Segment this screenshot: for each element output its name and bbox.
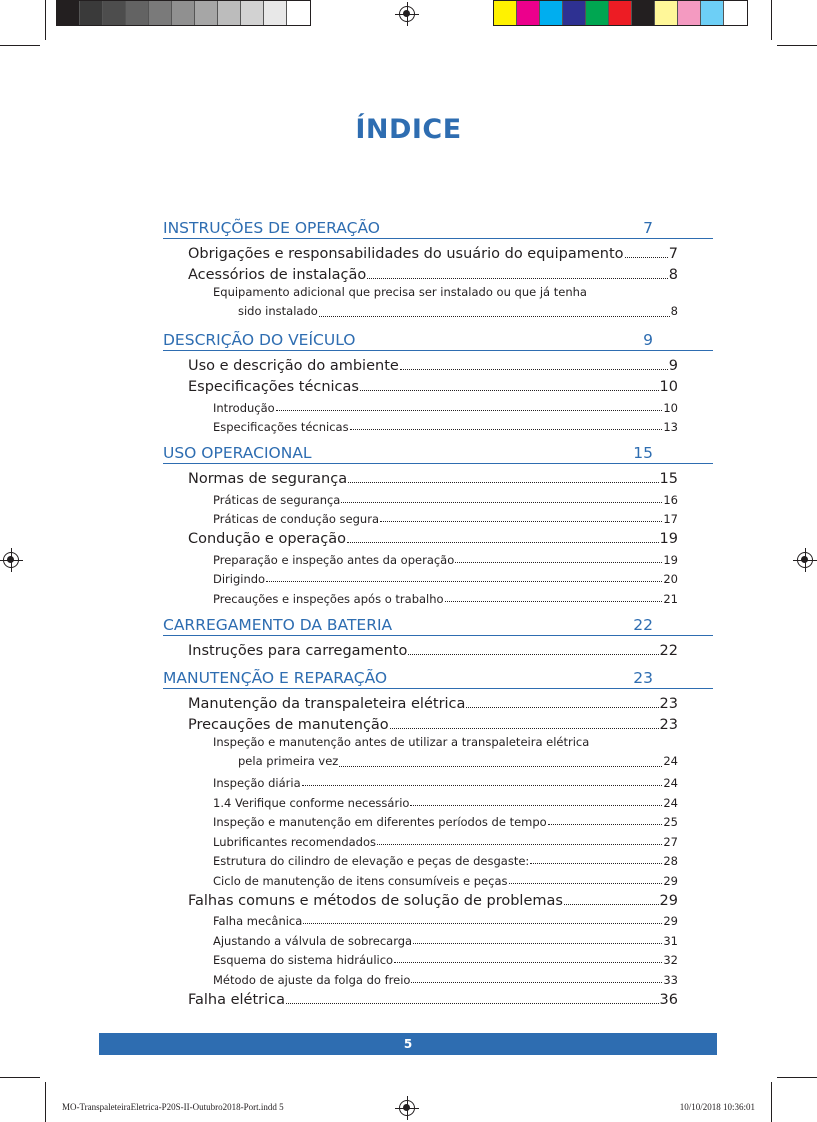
toc-entry-page: 24 [663, 753, 678, 768]
toc-entry-label: Preparação e inspeção antes da operação [213, 552, 455, 567]
toc-entry-page: 13 [663, 420, 678, 434]
toc-entry-page: 20 [663, 572, 678, 586]
color-swatch [678, 1, 701, 25]
toc-entry-label: Ciclo de manutenção de itens consumíveis e peças [213, 873, 508, 888]
toc-entry-page: 31 [663, 933, 678, 948]
toc-entry-label: Falha mecânica [213, 914, 303, 928]
toc-entry-label: Ajustando a válvula de sobrecarga [213, 933, 413, 948]
dot-leader [400, 369, 668, 370]
dot-leader [445, 601, 663, 602]
color-swatch [540, 1, 563, 25]
color-swatch [563, 1, 586, 25]
toc-entry[interactable] [213, 849, 678, 869]
dot-leader [410, 805, 662, 806]
page-number: 5 [403, 1037, 413, 1051]
toc-entry-page: 10 [659, 379, 678, 395]
crop-mark [777, 1077, 817, 1078]
color-swatch [586, 1, 609, 25]
toc-entry-page: 29 [663, 914, 678, 928]
dot-leader [394, 962, 662, 963]
toc-entry-label: Inspeção e manutenção antes de utilizar a transpaleteira elétrica [213, 734, 590, 749]
dot-leader [339, 766, 662, 767]
toc-entry[interactable] [213, 586, 678, 606]
color-bar [493, 0, 748, 26]
toc-section-page: 9 [643, 331, 653, 349]
dot-leader [303, 923, 662, 924]
toc-entry-label: Precauções e inspeções após o trabalho [213, 591, 444, 606]
toc-entry-page: 9 [668, 358, 678, 374]
toc-entry-label: Lubrificantes recomendados [213, 834, 376, 849]
toc-entry-page: 25 [663, 815, 678, 829]
toc-entry[interactable] [213, 415, 678, 435]
dot-leader [360, 390, 659, 391]
gray-swatch [264, 1, 287, 25]
toc-entry-label: Acessórios de instalação [188, 267, 367, 283]
toc-entry-page: 21 [663, 591, 678, 606]
toc-entry[interactable] [213, 909, 678, 929]
toc-entry-page: 8 [668, 267, 678, 283]
toc-entry-label-continued: sido instalado [238, 304, 318, 318]
toc-entry-page: 24 [663, 795, 678, 810]
toc-entry[interactable] [188, 353, 678, 374]
dot-leader [509, 883, 663, 884]
toc-entry[interactable] [188, 374, 678, 395]
dot-leader [625, 257, 668, 258]
dot-leader [367, 278, 667, 279]
toc-entry-label: Condução e operação [188, 531, 347, 547]
toc-entry[interactable] [213, 567, 678, 587]
dot-leader [390, 728, 659, 729]
registration-mark-icon [399, 6, 415, 22]
dot-leader [341, 502, 662, 503]
toc-entry-page: 15 [659, 471, 678, 487]
gray-swatch [241, 1, 264, 25]
toc-entry-page: 32 [663, 953, 678, 967]
gray-swatch [126, 1, 149, 25]
toc-entry-page: 36 [659, 991, 678, 1008]
toc-section-heading[interactable] [163, 610, 713, 636]
toc-entry[interactable] [213, 733, 678, 771]
toc-entry-label: Falha elétrica [188, 991, 286, 1008]
dot-leader [380, 521, 662, 522]
toc-entry[interactable] [188, 262, 678, 283]
toc-section-page: 15 [633, 444, 653, 462]
dot-leader [348, 482, 658, 483]
toc-entry-page: 10 [663, 400, 678, 415]
table-of-contents [163, 213, 713, 1008]
gray-swatch [287, 1, 310, 25]
dot-leader [413, 943, 662, 944]
toc-entry-label: Especificações técnicas [213, 420, 349, 434]
toc-entry[interactable] [188, 638, 678, 659]
toc-section-heading[interactable] [163, 663, 713, 689]
dot-leader [408, 654, 658, 655]
toc-entry-page: 27 [663, 834, 678, 849]
gray-swatch [218, 1, 241, 25]
toc-entry-label: Práticas de segurança [213, 492, 341, 507]
page-number-bar [99, 1033, 717, 1055]
color-swatch [517, 1, 540, 25]
toc-entry-label: Falhas comuns e métodos de solução de problemas [188, 892, 563, 909]
toc-entry-label: Normas de segurança [188, 471, 348, 487]
toc-entry-label: Estrutura do cilindro de elevação e peças de desgaste: [213, 854, 530, 868]
toc-entry-label: Inspeção diária [213, 776, 301, 790]
toc-entry[interactable] [213, 547, 678, 567]
crop-mark [777, 45, 817, 46]
toc-entry[interactable] [188, 241, 678, 262]
toc-entry[interactable] [213, 771, 678, 791]
toc-entry[interactable] [213, 487, 678, 507]
toc-entry-label: Precauções de manutenção [188, 716, 389, 733]
toc-entry-label: Instruções para carregamento [188, 642, 408, 659]
crop-mark [45, 0, 46, 40]
dot-leader [319, 316, 670, 317]
toc-entry-page: 19 [659, 531, 678, 547]
toc-entry[interactable] [213, 868, 678, 888]
toc-entry-label: Práticas de condução segura [213, 512, 379, 526]
toc-entry-label: Dirigindo [213, 572, 266, 586]
toc-entry-continuation [213, 302, 678, 321]
dot-leader [548, 824, 663, 825]
gray-swatch [57, 1, 80, 25]
toc-section-page: 23 [633, 668, 653, 687]
toc-entry[interactable] [213, 829, 678, 849]
toc-entry-label: Esquema do sistema hidráulico [213, 953, 394, 967]
dot-leader [530, 863, 662, 864]
toc-entry-page: 23 [659, 695, 678, 712]
toc-section-page: 22 [633, 615, 653, 634]
toc-entry[interactable] [213, 790, 678, 810]
toc-entry[interactable] [188, 526, 678, 547]
toc-entry-page: 23 [659, 716, 678, 733]
toc-entry-label: 1.4 Verifique conforme necessário [213, 795, 410, 810]
toc-entry[interactable] [188, 691, 678, 712]
toc-entry[interactable] [213, 967, 678, 987]
dot-leader [286, 1003, 659, 1004]
dot-leader [455, 562, 662, 563]
dot-leader [377, 844, 662, 845]
toc-entry-page: 22 [659, 642, 678, 659]
toc-section-title: MANUTENÇÃO E REPARAÇÃO [163, 668, 388, 687]
toc-entry[interactable] [213, 507, 678, 527]
toc-entry-continuation [213, 752, 678, 771]
dot-leader [411, 982, 662, 983]
toc-entry-label: Uso e descrição do ambiente [188, 358, 399, 374]
toc-entry-label: Especificações técnicas [188, 379, 359, 395]
gray-swatch [80, 1, 103, 25]
color-swatch [494, 1, 517, 25]
toc-entry-page: 24 [663, 776, 678, 790]
registration-mark-icon [399, 1100, 415, 1116]
crop-mark [771, 1082, 772, 1122]
toc-entry[interactable] [213, 395, 678, 415]
toc-entry-label: Método de ajuste da folga do freio [213, 972, 411, 987]
color-swatch [632, 1, 655, 25]
toc-entry-page: 19 [663, 552, 678, 567]
dot-leader [276, 410, 663, 411]
registration-mark-icon [3, 552, 19, 568]
gray-swatch [103, 1, 126, 25]
toc-section-title: INSTRUÇÕES DE OPERAÇÃO [163, 219, 380, 237]
toc-section-heading[interactable] [163, 325, 713, 351]
toc-entry[interactable] [188, 888, 678, 909]
toc-entry-label: Obrigações e responsabilidades do usuário do equipamento [188, 246, 624, 262]
toc-entry[interactable] [213, 810, 678, 830]
dot-leader [564, 904, 659, 905]
crop-mark [45, 1082, 46, 1122]
registration-mark-icon [797, 552, 813, 568]
page-title: ÍNDICE [355, 114, 462, 145]
toc-section-page: 7 [643, 219, 653, 237]
slug-file-name: MO-TranspaleteiraEletrica-P20S-II-Outubro2018-Port.indd 5 [62, 1102, 284, 1112]
color-swatch [609, 1, 632, 25]
toc-entry[interactable] [213, 948, 678, 968]
toc-entry-label: Introdução [213, 400, 275, 415]
toc-entry-page: 29 [659, 892, 678, 909]
toc-entry[interactable] [188, 466, 678, 487]
gray-swatch [172, 1, 195, 25]
crop-mark [0, 1077, 40, 1078]
toc-entry[interactable] [188, 712, 678, 733]
dot-leader [466, 707, 658, 708]
toc-section-title: CARREGAMENTO DA BATERIA [163, 615, 393, 634]
toc-section-title: DESCRIÇÃO DO VEÍCULO [163, 331, 356, 349]
slug-timestamp: 10/10/2018 10:36:01 [679, 1102, 755, 1112]
gray-swatch [195, 1, 218, 25]
toc-section-heading[interactable] [163, 438, 713, 464]
toc-section-heading[interactable] [163, 213, 713, 239]
toc-entry[interactable] [213, 928, 678, 948]
toc-section-title: USO OPERACIONAL [163, 444, 312, 462]
dot-leader [302, 785, 663, 786]
toc-entry-page: 17 [663, 512, 678, 526]
toc-entry-label-continued: pela primeira vez [238, 753, 339, 768]
toc-entry-label: Inspeção e manutenção em diferentes períodos de tempo [213, 815, 547, 829]
toc-entry-page: 33 [663, 972, 678, 987]
toc-entry-page: 29 [663, 873, 678, 888]
gray-swatch [149, 1, 172, 25]
dot-leader [350, 429, 663, 430]
color-swatch [724, 1, 747, 25]
toc-entry-page: 16 [663, 492, 678, 507]
toc-entry-label: Manutenção da transpaleteira elétrica [188, 695, 466, 712]
crop-mark [0, 45, 40, 46]
dot-leader [347, 542, 659, 543]
toc-entry-page: 8 [670, 304, 678, 318]
crop-mark [771, 0, 772, 40]
color-swatch [701, 1, 724, 25]
dot-leader [266, 581, 662, 582]
color-swatch [655, 1, 678, 25]
toc-entry[interactable] [213, 283, 678, 321]
toc-entry-page: 7 [668, 246, 678, 262]
toc-entry-page: 28 [663, 854, 678, 868]
gray-color-bar [56, 0, 311, 26]
toc-entry-label: Equipamento adicional que precisa ser instalado ou que já tenha [213, 285, 587, 299]
toc-entry[interactable] [188, 987, 678, 1008]
